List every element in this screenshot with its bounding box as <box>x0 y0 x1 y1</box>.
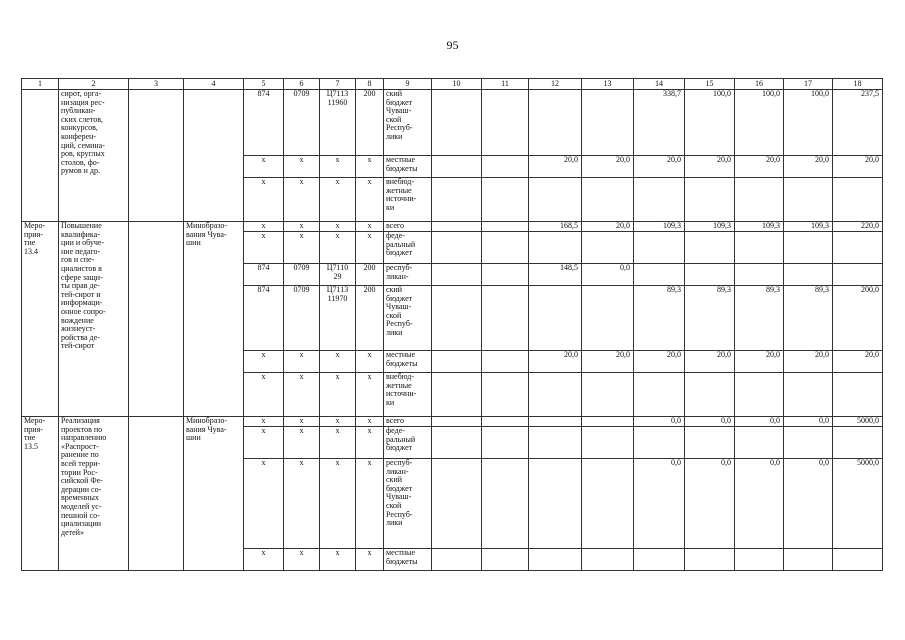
value-cell <box>634 178 685 222</box>
col3-cell <box>129 90 184 222</box>
value-cell <box>529 459 582 549</box>
grbs-code: х <box>244 351 284 373</box>
value-cell <box>582 427 634 459</box>
page-number: 95 <box>446 38 459 52</box>
column-header: 11 <box>482 79 529 90</box>
funding-source: респуб- ликан- <box>384 264 432 286</box>
value-cell: 89,3 <box>634 286 685 351</box>
value-col11 <box>482 351 529 373</box>
value-cell <box>784 178 833 222</box>
value-cell: 0,0 <box>784 417 833 427</box>
value-cell <box>529 90 582 156</box>
grbs-code: 874 <box>244 90 284 156</box>
value-col10 <box>432 417 482 427</box>
expense-type-code: х <box>356 156 384 178</box>
value-cell <box>833 549 883 571</box>
responsible-executor: Минобразо- вания Чува- шии <box>184 222 244 417</box>
column-header: 12 <box>529 79 582 90</box>
expense-type-code: х <box>356 417 384 427</box>
grbs-code: х <box>244 222 284 232</box>
value-col10 <box>432 286 482 351</box>
value-col11 <box>482 286 529 351</box>
value-cell <box>685 178 735 222</box>
column-header: 16 <box>735 79 784 90</box>
col3-cell <box>129 417 184 571</box>
column-header: 7 <box>320 79 356 90</box>
column-header: 3 <box>129 79 184 90</box>
target-article-code: Ц7110 29 <box>320 264 356 286</box>
value-cell <box>784 232 833 264</box>
funding-source: всего <box>384 417 432 427</box>
column-header: 8 <box>356 79 384 90</box>
value-cell: 237,5 <box>833 90 883 156</box>
value-cell <box>833 264 883 286</box>
funding-source: ский бюджет Чуваш- ской Респуб- лики <box>384 90 432 156</box>
value-cell <box>833 232 883 264</box>
value-cell <box>634 549 685 571</box>
funding-source: местные бюджеты <box>384 351 432 373</box>
section-code: х <box>284 178 320 222</box>
value-cell: 20,0 <box>634 351 685 373</box>
value-col10 <box>432 222 482 232</box>
column-header: 13 <box>582 79 634 90</box>
expense-type-code: х <box>356 222 384 232</box>
target-article-code: Ц7113 11970 <box>320 286 356 351</box>
value-col10 <box>432 351 482 373</box>
value-cell: 0,0 <box>582 264 634 286</box>
value-col11 <box>482 90 529 156</box>
value-cell: 338,7 <box>634 90 685 156</box>
value-cell: 20,0 <box>582 156 634 178</box>
activity-description: сирот, орга- низация рес- публикан- ских слетов, конкурсов, конферен- ций, семина- ров, круглых столов, фо- румов и др. <box>59 90 129 222</box>
value-cell: 89,3 <box>735 286 784 351</box>
col3-cell <box>129 222 184 417</box>
grbs-code: х <box>244 178 284 222</box>
value-col10 <box>432 232 482 264</box>
value-col10 <box>432 90 482 156</box>
grbs-code: х <box>244 232 284 264</box>
grbs-code: х <box>244 549 284 571</box>
value-cell: 109,3 <box>685 222 735 232</box>
value-col10 <box>432 459 482 549</box>
section-code: 0709 <box>284 90 320 156</box>
value-cell: 109,3 <box>784 222 833 232</box>
value-cell <box>582 178 634 222</box>
funding-source: феде- ральный бюджет <box>384 427 432 459</box>
column-header: 5 <box>244 79 284 90</box>
section-code: х <box>284 373 320 417</box>
column-header: 9 <box>384 79 432 90</box>
section-code: х <box>284 156 320 178</box>
value-cell: 0,0 <box>784 459 833 549</box>
expense-type-code: х <box>356 178 384 222</box>
grbs-code: х <box>244 156 284 178</box>
value-cell <box>582 373 634 417</box>
column-header: 14 <box>634 79 685 90</box>
value-col11 <box>482 549 529 571</box>
value-cell <box>634 427 685 459</box>
value-cell: 0,0 <box>735 417 784 427</box>
target-article-code: Ц7113 11960 <box>320 90 356 156</box>
value-cell: 0,0 <box>685 459 735 549</box>
value-cell <box>833 427 883 459</box>
value-cell <box>735 549 784 571</box>
section-code: х <box>284 232 320 264</box>
target-article-code: х <box>320 232 356 264</box>
grbs-code: х <box>244 427 284 459</box>
value-col11 <box>482 459 529 549</box>
value-cell: 0,0 <box>735 459 784 549</box>
value-cell: 89,3 <box>685 286 735 351</box>
value-cell <box>529 417 582 427</box>
value-cell <box>582 459 634 549</box>
column-header: 2 <box>59 79 129 90</box>
column-header: 1 <box>22 79 59 90</box>
value-cell: 5000,0 <box>833 417 883 427</box>
value-cell: 20,0 <box>685 351 735 373</box>
value-cell <box>529 178 582 222</box>
activity-description: Повышение квалифика- ции и обуче- ние педаго- гов и спе- циалистов в сфере защи- ты прав де- тей-сирот и информаци- онное сопро- вождение жизнеуст- ройства де- тей-сирот <box>59 222 129 417</box>
value-cell <box>529 232 582 264</box>
funding-source: местные бюджеты <box>384 549 432 571</box>
value-cell: 100,0 <box>685 90 735 156</box>
value-cell <box>634 232 685 264</box>
value-cell <box>784 373 833 417</box>
value-cell <box>735 232 784 264</box>
value-col11 <box>482 156 529 178</box>
value-cell <box>685 373 735 417</box>
column-header: 10 <box>432 79 482 90</box>
value-cell <box>529 549 582 571</box>
value-cell: 20,0 <box>685 156 735 178</box>
table-row <box>22 222 883 232</box>
section-code: х <box>284 222 320 232</box>
expense-type-code: 200 <box>356 286 384 351</box>
column-header: 6 <box>284 79 320 90</box>
expense-type-code: 200 <box>356 264 384 286</box>
value-cell <box>833 373 883 417</box>
funding-source: внебюд- жетные источни- ки <box>384 178 432 222</box>
activity-description: Реализация проектов по направлению «Распрост- ранение по всей терри- тории Рос- сийской Фе- дерации со- временных моделей ус- пешной со- циализации детей» <box>59 417 129 571</box>
value-cell <box>582 286 634 351</box>
value-col11 <box>482 264 529 286</box>
value-cell: 20,0 <box>784 351 833 373</box>
value-cell: 200,0 <box>833 286 883 351</box>
value-cell: 0,0 <box>634 417 685 427</box>
activity-number: Меро- прия- тие 13.4 <box>22 222 59 417</box>
funding-source: внебюд- жетные источни- ки <box>384 373 432 417</box>
value-cell: 0,0 <box>634 459 685 549</box>
expense-type-code: х <box>356 232 384 264</box>
value-cell: 89,3 <box>784 286 833 351</box>
value-cell: 100,0 <box>784 90 833 156</box>
value-col11 <box>482 373 529 417</box>
value-col10 <box>432 549 482 571</box>
column-header: 18 <box>833 79 883 90</box>
grbs-code: х <box>244 373 284 417</box>
value-cell <box>582 417 634 427</box>
grbs-code: х <box>244 417 284 427</box>
table-row <box>22 417 883 427</box>
value-cell <box>685 264 735 286</box>
value-cell <box>685 232 735 264</box>
funding-source: респуб- ликан- ский бюджет Чуваш- ской Респуб- лики <box>384 459 432 549</box>
column-header: 4 <box>184 79 244 90</box>
section-code: х <box>284 351 320 373</box>
section-code: х <box>284 549 320 571</box>
value-col11 <box>482 178 529 222</box>
value-cell: 109,3 <box>634 222 685 232</box>
funding-source: всего <box>384 222 432 232</box>
value-cell: 20,0 <box>735 156 784 178</box>
value-cell: 0,0 <box>685 417 735 427</box>
responsible-executor <box>184 90 244 222</box>
expense-type-code: х <box>356 373 384 417</box>
funding-source: феде- ральный бюджет <box>384 232 432 264</box>
value-cell <box>735 264 784 286</box>
funding-source: местные бюджеты <box>384 156 432 178</box>
value-cell: 220,0 <box>833 222 883 232</box>
section-code: 0709 <box>284 286 320 351</box>
value-col11 <box>482 427 529 459</box>
value-col10 <box>432 156 482 178</box>
value-cell <box>634 264 685 286</box>
value-col11 <box>482 417 529 427</box>
value-cell <box>685 549 735 571</box>
value-cell <box>735 427 784 459</box>
value-col11 <box>482 232 529 264</box>
expense-type-code: х <box>356 351 384 373</box>
target-article-code: х <box>320 178 356 222</box>
value-col10 <box>432 373 482 417</box>
value-cell <box>784 264 833 286</box>
table-row <box>22 90 883 156</box>
value-cell <box>529 286 582 351</box>
column-header: 17 <box>784 79 833 90</box>
budget-table <box>21 78 883 571</box>
value-cell <box>784 427 833 459</box>
column-header: 15 <box>685 79 735 90</box>
activity-number <box>22 90 59 222</box>
section-code: х <box>284 459 320 549</box>
value-cell <box>735 373 784 417</box>
value-col11 <box>482 222 529 232</box>
value-col10 <box>432 427 482 459</box>
value-cell <box>833 178 883 222</box>
value-cell <box>685 427 735 459</box>
target-article-code: х <box>320 351 356 373</box>
value-cell: 20,0 <box>735 351 784 373</box>
value-cell: 20,0 <box>582 351 634 373</box>
responsible-executor: Минобразо- вания Чува- шии <box>184 417 244 571</box>
value-cell <box>634 373 685 417</box>
value-cell <box>582 549 634 571</box>
target-article-code: х <box>320 459 356 549</box>
target-article-code: х <box>320 549 356 571</box>
target-article-code: х <box>320 222 356 232</box>
value-cell: 20,0 <box>784 156 833 178</box>
value-cell: 20,0 <box>634 156 685 178</box>
activity-number: Меро- прия- тие 13.5 <box>22 417 59 571</box>
value-cell: 20,0 <box>833 156 883 178</box>
value-cell: 5000,0 <box>833 459 883 549</box>
grbs-code: 874 <box>244 286 284 351</box>
value-cell: 20,0 <box>582 222 634 232</box>
value-cell: 148,5 <box>529 264 582 286</box>
expense-type-code: х <box>356 549 384 571</box>
target-article-code: х <box>320 156 356 178</box>
value-cell: 109,3 <box>735 222 784 232</box>
value-cell <box>784 549 833 571</box>
value-cell <box>529 373 582 417</box>
value-cell <box>735 178 784 222</box>
expense-type-code: х <box>356 459 384 549</box>
section-code: 0709 <box>284 264 320 286</box>
funding-source: ский бюджет Чуваш- ской Респуб- лики <box>384 286 432 351</box>
value-cell <box>582 90 634 156</box>
section-code: х <box>284 417 320 427</box>
value-cell: 20,0 <box>529 156 582 178</box>
value-cell: 20,0 <box>529 351 582 373</box>
value-cell: 20,0 <box>833 351 883 373</box>
target-article-code: х <box>320 427 356 459</box>
value-col10 <box>432 264 482 286</box>
expense-type-code: 200 <box>356 90 384 156</box>
expense-type-code: х <box>356 427 384 459</box>
value-col10 <box>432 178 482 222</box>
value-cell <box>529 427 582 459</box>
grbs-code: 874 <box>244 264 284 286</box>
target-article-code: х <box>320 417 356 427</box>
section-code: х <box>284 427 320 459</box>
value-cell: 168,5 <box>529 222 582 232</box>
target-article-code: х <box>320 373 356 417</box>
value-cell <box>582 232 634 264</box>
value-cell: 100,0 <box>735 90 784 156</box>
grbs-code: х <box>244 459 284 549</box>
